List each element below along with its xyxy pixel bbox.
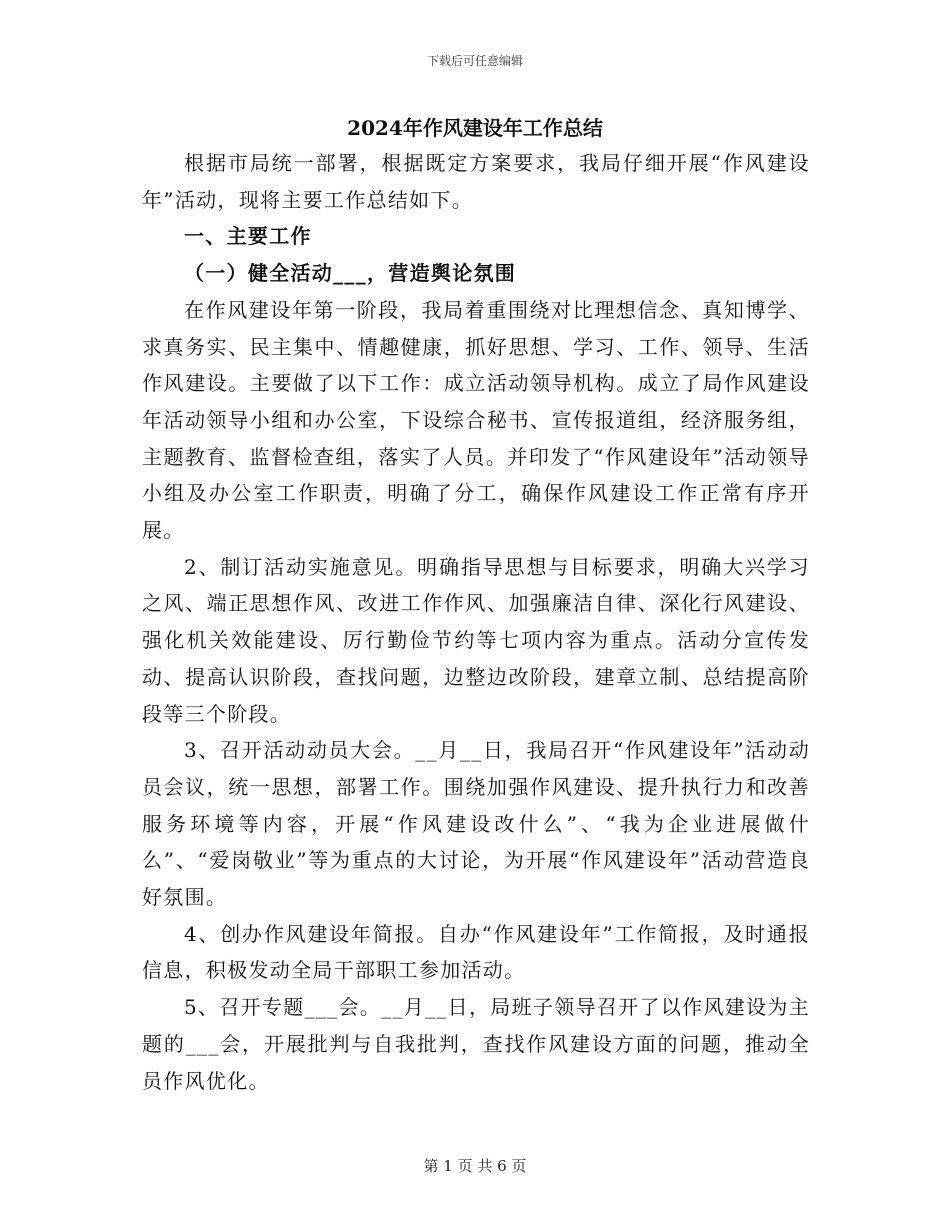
section-heading-main-work: 一、主要工作 — [184, 224, 312, 249]
body-paragraph: 3、召开活动动员大会。__月__日，我局召开“作风建设年”活动动员会议，统一思想，部署工作。围绕加强作风建设、提升执行力和改善服务环境等内容，开展“作风建设改什么”、“我为企业进展做什么”、“爱岗敬业”等为重点的大讨论，为开展“作风建设年”活动营造良好氛围。 — [142, 738, 810, 910]
document-title: 2024年作风建设年工作总结 — [347, 116, 603, 140]
header-note: 下载后可任意编辑 — [426, 54, 523, 68]
body-paragraph: 5、召开专题___会。__月__日，局班子领导召开了以作风建设为主题的___会，开展批判与自我批判，查找作风建设方面的问题，推动全员作风优化。 — [142, 995, 810, 1093]
intro-paragraph: 根据市局统一部署，根据既定方案要求，我局仔细开展“作风建设年”活动，现将主要工作总结如下。 — [142, 151, 810, 212]
body-paragraph: 在作风建设年第一阶段，我局着重围绕对比理想信念、真知博学、求真务实、民主集中、情趣健康，抓好思想、学习、工作、领导、生活作风建设。主要做了以下工作：成立活动领导机构。成立了局作风建设年活动领导小组和办公室，下设综合秘书、宣传报道组，经济服务组，主题教育、监督检查组，落实了人员。并印发了“作风建设年”活动领导小组及办公室工作职责，明确了分工，确保作风建设工作正常有序开展。 — [142, 297, 810, 543]
subsection-heading-1: （一）健全活动___，营造舆论氛围 — [184, 261, 517, 286]
body-paragraph: 2、制订活动实施意见。明确指导思想与目标要求，明确大兴学习之风、端正思想作风、改进工作作风、加强廉洁自律、深化行风建设、强化机关效能建设、厉行勤俭节约等七项内容为重点。活动分宣传发动、提高认识阶段，查找问题，边整边改阶段，建章立制、总结提高阶段等三个阶段。 — [142, 554, 810, 726]
body-paragraph: 4、创办作风建设年简报。自办“作风建设年”工作简报，及时通报信息，积极发动全局干部职工参加活动。 — [142, 921, 810, 983]
page-number-footer: 第 1 页 共 6 页 — [423, 1157, 527, 1175]
document-body — [142, 145, 810, 1099]
